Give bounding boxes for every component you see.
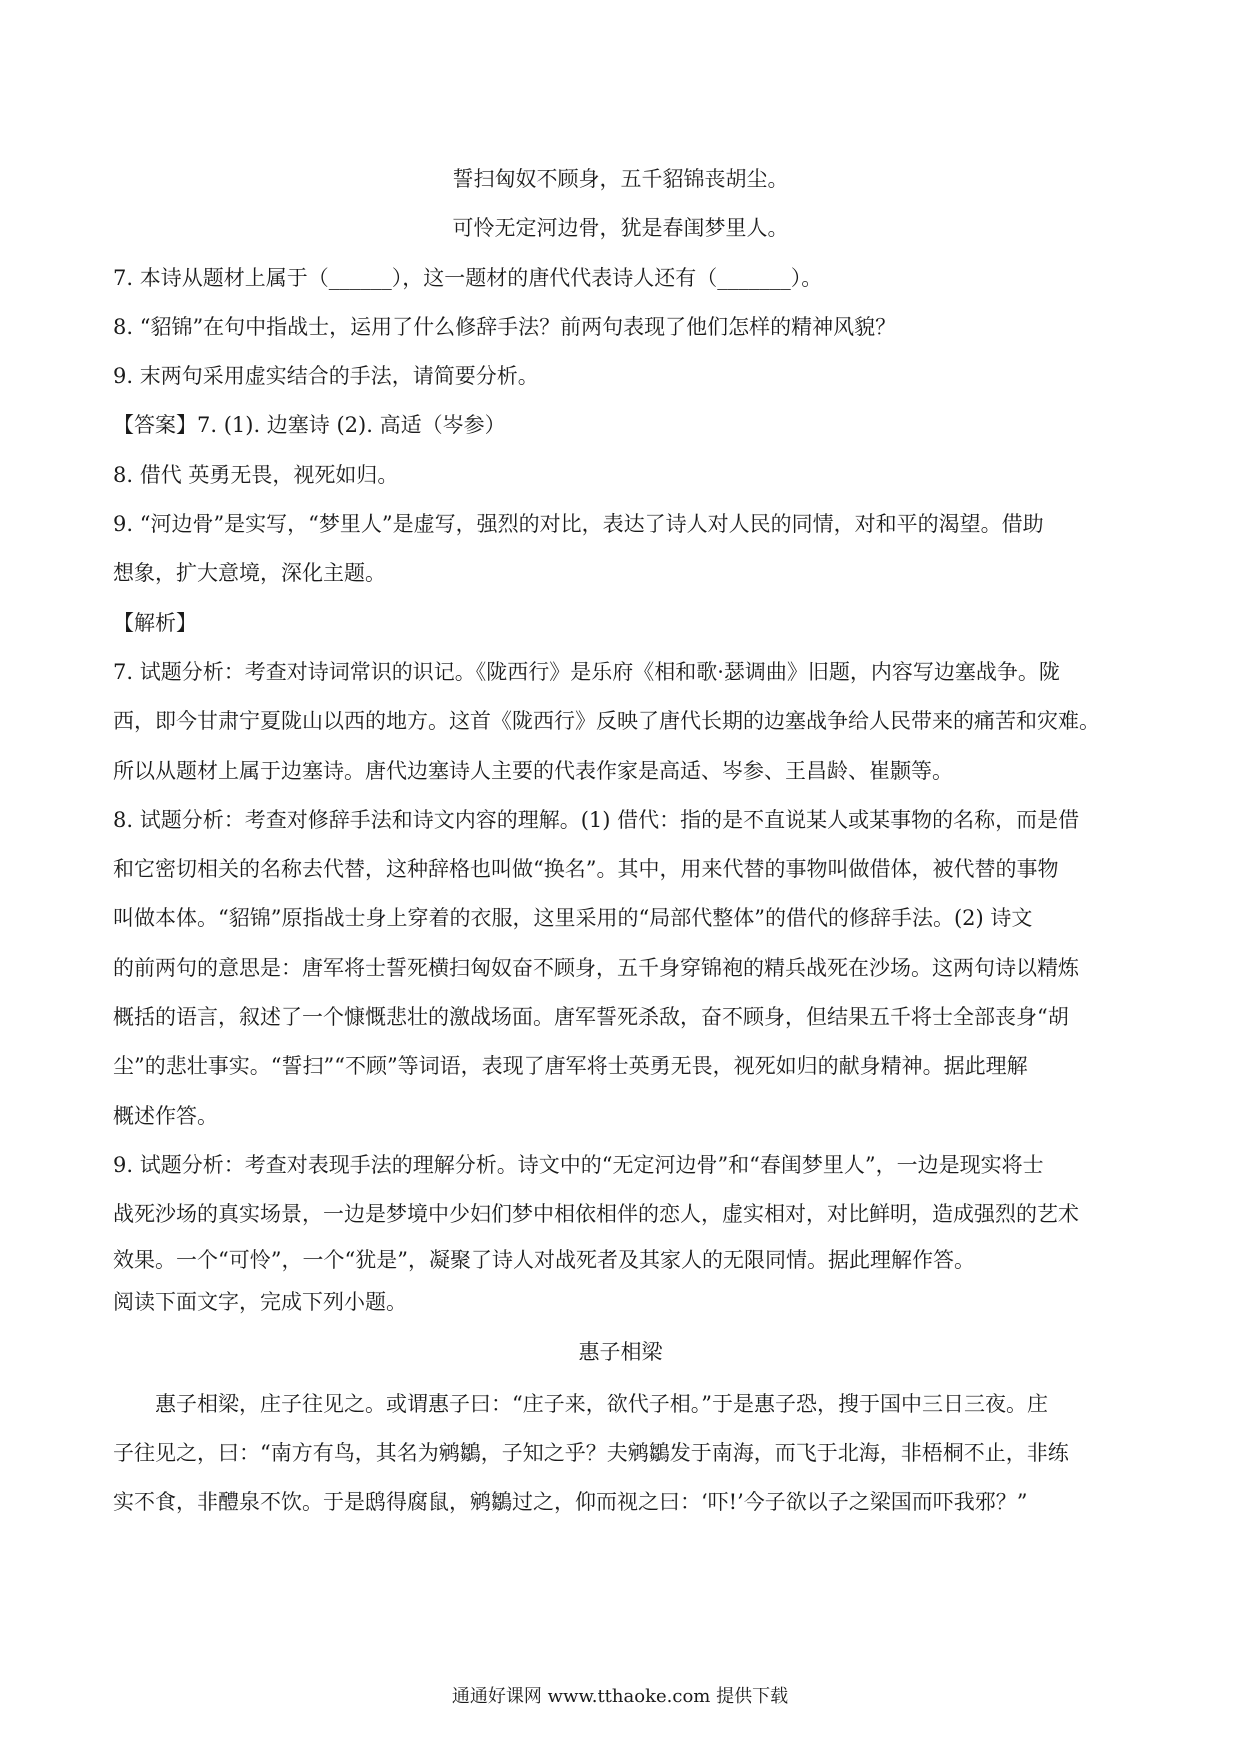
- question-7: 7. 本诗从题材上属于（______），这一题材的唐代代表诗人还有（_______）。: [113, 265, 823, 290]
- analysis-7-line: 所以从题材上属于边塞诗。唐代边塞诗人主要的代表作家是高适、岑参、王昌龄、崔颢等。: [113, 758, 953, 783]
- analysis-9-line: 战死沙场的真实场景，一边是梦境中少妇们梦中相依相伴的恋人，虚实相对，对比鲜明，造成强烈的艺术: [113, 1202, 1079, 1227]
- page-footer: 通通好课网 www.tthaoke.com 提供下载: [451, 1686, 789, 1707]
- answer-9-line-2: 想象，扩大意境，深化主题。: [113, 561, 386, 586]
- analysis-8-line: 概述作答。: [113, 1103, 218, 1128]
- analysis-8-line: 尘”的悲壮事实。“誓扫”“不顾”等词语，表现了唐军将士英勇无畏，视死如归的献身精神。据此理解: [113, 1054, 1028, 1079]
- answer-7: 【答案】7. (1). 边塞诗 (2). 高适（岑参）: [113, 413, 506, 438]
- question-8: 8. “貂锦”在句中指战士，运用了什么修辞手法？前两句表现了他们怎样的精神风貌？: [113, 314, 897, 339]
- question-9: 9. 末两句采用虚实结合的手法，请简要分析。: [113, 364, 539, 389]
- analysis-8-line: 的前两句的意思是：唐军将士誓死横扫匈奴奋不顾身，五千身穿锦袍的精兵战死在沙场。这两句诗以精炼: [113, 955, 1079, 980]
- analysis-heading: 【解析】: [113, 610, 197, 635]
- reading-instruction: 阅读下面文字，完成下列小题。: [113, 1289, 407, 1314]
- analysis-7-line: 7. 试题分析：考查对诗词常识的识记。《陇西行》是乐府《相和歌·瑟调曲》旧题，内容写边塞战争。陇: [113, 659, 1060, 684]
- answer-8: 8. 借代 英勇无畏，视死如归。: [113, 462, 399, 487]
- passage-line: 实不食，非醴泉不饮。于是鸱得腐鼠，鹓鶵过之，仰而视之曰：‘吓!’今子欲以子之梁国而吓我邪？”: [113, 1490, 1028, 1515]
- passage-title: 惠子相梁: [578, 1339, 663, 1364]
- document-body: [113, 155, 1128, 1527]
- analysis-8-line: 和它密切相关的名称去代替，这种辞格也叫做“换名”。其中，用来代替的事物叫做借体，被代替的事物: [113, 857, 1059, 882]
- analysis-8-line: 概括的语言，叙述了一个慷慨悲壮的激战场面。唐军誓死杀敌，奋不顾身，但结果五千将士全部丧身“胡: [113, 1005, 1069, 1030]
- answer-9-line-1: 9. “河边骨”是实写，“梦里人”是虚写，强烈的对比，表达了诗人对人民的同情，对和平的渴望。借助: [113, 512, 1044, 537]
- passage-line: 惠子相梁，庄子往见之。或谓惠子曰：“庄子来，欲代子相。”于是惠子恐，搜于国中三日三夜。庄: [155, 1391, 1048, 1416]
- analysis-8-line: 叫做本体。“貂锦”原指战士身上穿着的衣服，这里采用的“局部代整体”的借代的修辞手法。(2) 诗文: [113, 906, 1033, 931]
- poem-line-1: 誓扫匈奴不顾身，五千貂锦丧胡尘。: [452, 167, 789, 191]
- analysis-7-line: 西，即今甘肃宁夏陇山以西的地方。这首《陇西行》反映了唐代长期的边塞战争给人民带来的痛苦和灾难。: [113, 709, 1100, 734]
- analysis-8-line: 8. 试题分析：考查对修辞手法和诗文内容的理解。(1) 借代：指的是不直说某人或某事物的名称，而是借: [113, 807, 1080, 832]
- analysis-9-line: 效果。一个“可怜”，一个“犹是”，凝聚了诗人对战死者及其家人的无限同情。据此理解作答。: [113, 1247, 975, 1272]
- poem-line-2: 可怜无定河边骨，犹是春闺梦里人。: [452, 216, 789, 241]
- passage-line: 子往见之，曰：“南方有鸟，其名为鹓鶵，子知之乎？夫鹓鶵发于南海，而飞于北海，非梧桐不止，非练: [113, 1440, 1069, 1465]
- analysis-9-line: 9. 试题分析：考查对表现手法的理解分析。诗文中的“无定河边骨”和“春闺梦里人”，一边是现实将士: [113, 1152, 1044, 1177]
